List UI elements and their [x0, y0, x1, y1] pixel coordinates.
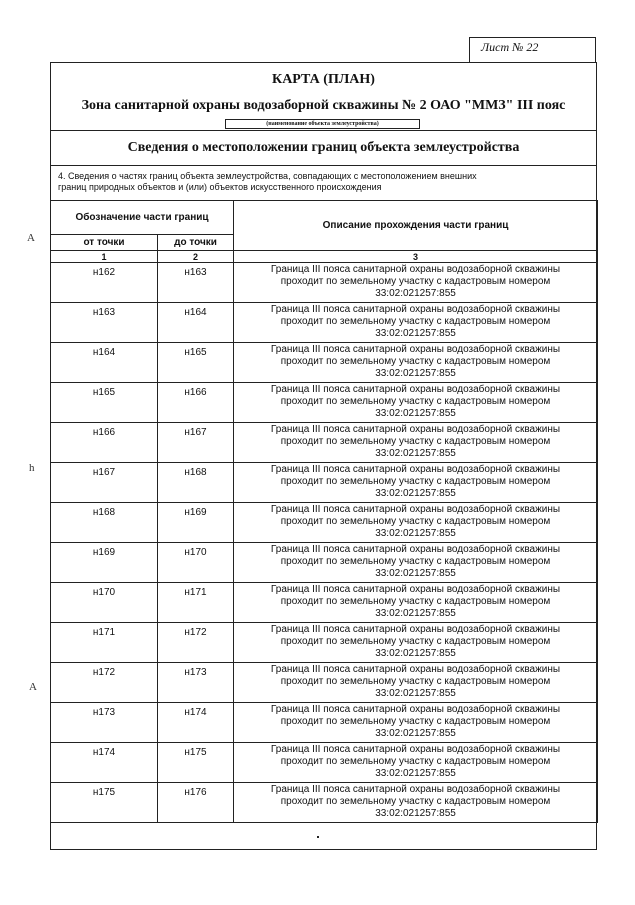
sheet-number: Лист № 22 [481, 40, 539, 54]
table-row [51, 343, 598, 383]
boundary-description [234, 423, 598, 463]
col-num: 2 [158, 251, 234, 263]
description-line: Граница III пояса санитарной охраны водозаборной скважины [270, 344, 561, 355]
boundary-description [234, 783, 598, 823]
from-point: н166 [51, 423, 158, 463]
description-line: проходит по земельному участку с кадастровым номером [280, 756, 551, 767]
from-point: н172 [51, 663, 158, 703]
margin-mark: A [29, 681, 37, 693]
description-line: Граница III пояса санитарной охраны водозаборной скважины [270, 464, 561, 475]
table-row [51, 543, 598, 583]
table-row [51, 463, 598, 503]
description-line: Граница III пояса санитарной охраны водозаборной скважины [270, 704, 561, 715]
description-line: проходит по земельному участку с кадастровым номером [280, 316, 551, 327]
description-line: Граница III пояса санитарной охраны водозаборной скважины [270, 264, 561, 275]
table-row [51, 623, 598, 663]
description-line: 33:02:021257:855 [375, 528, 456, 539]
boundary-description [234, 503, 598, 543]
description-line: проходит по земельному участку с кадастровым номером [280, 636, 551, 647]
description-line: проходит по земельному участку с кадастровым номером [280, 556, 551, 567]
table-row [51, 743, 598, 783]
from-point: н165 [51, 383, 158, 423]
object-caption: (наименование объекта землеустройства) [225, 119, 420, 129]
boundary-table [50, 200, 598, 823]
to-point: н173 [158, 663, 234, 703]
table-row [51, 383, 598, 423]
boundary-description [234, 303, 598, 343]
boundary-description [234, 663, 598, 703]
document-title: КАРТА (ПЛАН) [272, 72, 375, 87]
to-point: н175 [158, 743, 234, 783]
description-line: Граница III пояса санитарной охраны водозаборной скважины [270, 504, 561, 515]
description-line: 33:02:021257:855 [375, 688, 456, 699]
description-line: 33:02:021257:855 [375, 448, 456, 459]
boundary-description [234, 743, 598, 783]
table-row [51, 663, 598, 703]
intro-line: границ природных объектов и (или) объектов искусственного происхождения [58, 182, 382, 192]
from-point: н174 [51, 743, 158, 783]
from-point: н175 [51, 783, 158, 823]
boundary-description [234, 383, 598, 423]
description-line: 33:02:021257:855 [375, 648, 456, 659]
boundary-description [234, 703, 598, 743]
from-point: н167 [51, 463, 158, 503]
section-intro [58, 171, 578, 193]
table-row [51, 303, 598, 343]
col-from-header: от точки [51, 235, 158, 251]
from-point: н171 [51, 623, 158, 663]
description-line: проходит по земельному участку с кадастровым номером [280, 436, 551, 447]
divider [50, 165, 597, 166]
boundary-description [234, 543, 598, 583]
description-line: проходит по земельному участку с кадастровым номером [280, 276, 551, 287]
divider [50, 130, 597, 131]
boundary-description [234, 463, 598, 503]
description-line: проходит по земельному участку с кадастровым номером [280, 796, 551, 807]
description-line: 33:02:021257:855 [375, 288, 456, 299]
table-row [51, 503, 598, 543]
ink-dot [317, 836, 319, 838]
margin-mark: A [27, 232, 35, 244]
col-num: 3 [234, 251, 598, 263]
description-line: Граница III пояса санитарной охраны водозаборной скважины [270, 744, 561, 755]
col-desc-header: Описание прохождения части границ [234, 201, 598, 251]
description-line: Граница III пояса санитарной охраны водозаборной скважины [270, 784, 561, 795]
description-line: 33:02:021257:855 [375, 728, 456, 739]
description-line: 33:02:021257:855 [375, 328, 456, 339]
to-point: н167 [158, 423, 234, 463]
table-row [51, 783, 598, 823]
description-line: 33:02:021257:855 [375, 768, 456, 779]
to-point: н169 [158, 503, 234, 543]
to-point: н171 [158, 583, 234, 623]
col-group-header: Обозначение части границ [51, 201, 234, 235]
description-line: Граница III пояса санитарной охраны водозаборной скважины [270, 384, 561, 395]
description-line: Граница III пояса санитарной охраны водозаборной скважины [270, 584, 561, 595]
description-line: 33:02:021257:855 [375, 608, 456, 619]
boundary-description [234, 623, 598, 663]
description-line: 33:02:021257:855 [375, 408, 456, 419]
description-line: 33:02:021257:855 [375, 368, 456, 379]
col-to-header: до точки [158, 235, 234, 251]
intro-line: 4. Сведения о частях границ объекта землеустройства, совпадающих с местоположением внешних [58, 171, 477, 181]
boundary-description [234, 343, 598, 383]
from-point: н169 [51, 543, 158, 583]
description-line: проходит по земельному участку с кадастровым номером [280, 516, 551, 527]
table-row [51, 583, 598, 623]
to-point: н165 [158, 343, 234, 383]
from-point: н173 [51, 703, 158, 743]
description-line: проходит по земельному участку с кадастровым номером [280, 596, 551, 607]
to-point: н164 [158, 303, 234, 343]
table-row [51, 703, 598, 743]
from-point: н162 [51, 263, 158, 303]
description-line: проходит по земельному участку с кадастровым номером [280, 476, 551, 487]
description-line: Граница III пояса санитарной охраны водозаборной скважины [270, 304, 561, 315]
description-line: 33:02:021257:855 [375, 488, 456, 499]
from-point: н163 [51, 303, 158, 343]
from-point: н168 [51, 503, 158, 543]
description-line: Граница III пояса санитарной охраны водозаборной скважины [270, 424, 561, 435]
col-num: 1 [51, 251, 158, 263]
to-point: н168 [158, 463, 234, 503]
description-line: Граница III пояса санитарной охраны водозаборной скважины [270, 624, 561, 635]
description-line: Граница III пояса санитарной охраны водозаборной скважины [270, 544, 561, 555]
to-point: н174 [158, 703, 234, 743]
boundary-description [234, 263, 598, 303]
description-line: Граница III пояса санитарной охраны водозаборной скважины [270, 664, 561, 675]
description-line: проходит по земельному участку с кадастровым номером [280, 716, 551, 727]
table-row [51, 263, 598, 303]
to-point: н166 [158, 383, 234, 423]
from-point: н164 [51, 343, 158, 383]
to-point: н163 [158, 263, 234, 303]
object-name: Зона санитарной охраны водозаборной скважины № 2 ОАО "ММЗ" III пояс [81, 98, 566, 113]
margin-mark: h [29, 462, 35, 474]
description-line: проходит по земельному участку с кадастровым номером [280, 356, 551, 367]
to-point: н172 [158, 623, 234, 663]
from-point: н170 [51, 583, 158, 623]
description-line: проходит по земельному участку с кадастровым номером [280, 676, 551, 687]
description-line: 33:02:021257:855 [375, 568, 456, 579]
description-line: проходит по земельному участку с кадастровым номером [280, 396, 551, 407]
description-line: 33:02:021257:855 [375, 808, 456, 819]
table-row [51, 423, 598, 463]
boundary-description [234, 583, 598, 623]
section-title: Сведения о местоположении границ объекта землеустройства [127, 140, 520, 155]
to-point: н176 [158, 783, 234, 823]
to-point: н170 [158, 543, 234, 583]
